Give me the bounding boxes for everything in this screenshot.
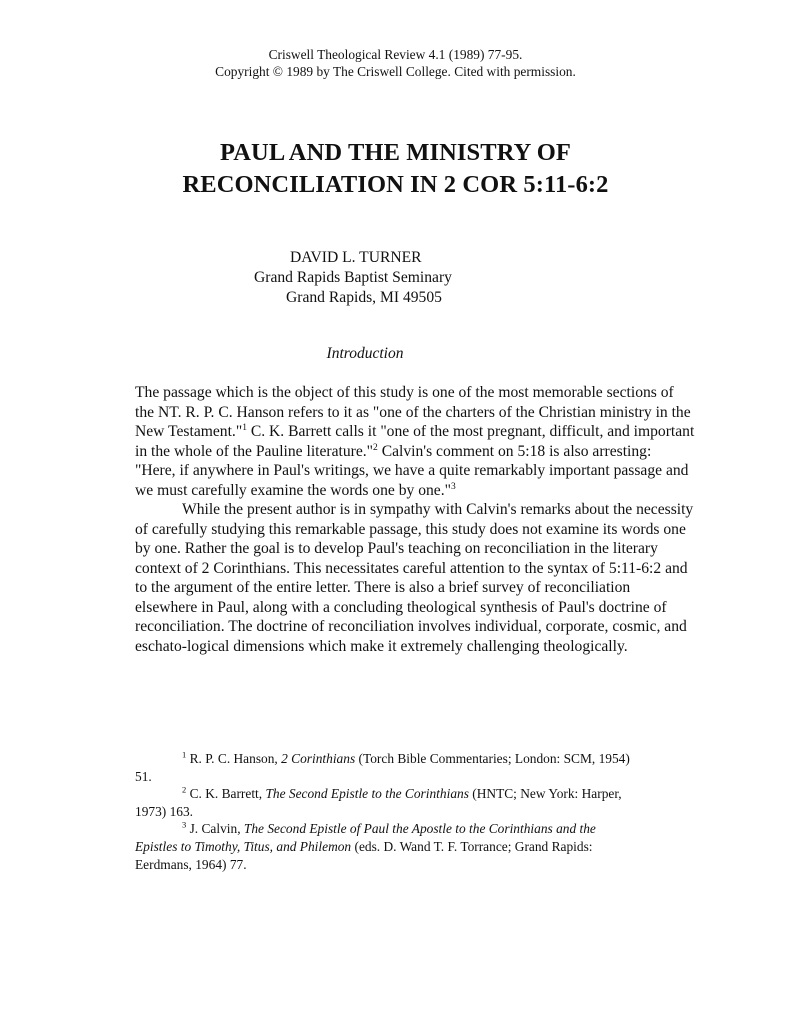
footnote-work-title: The Second Epistle to the Corinthians	[265, 786, 469, 802]
footnotes	[135, 750, 630, 873]
footnote-text: (HNTC; New York: Harper, 1973) 163.	[135, 786, 622, 819]
journal-citation: Criswell Theological Review 4.1 (1989) 77-95.	[268, 47, 523, 62]
footnote-text: C. K. Barrett,	[186, 786, 266, 802]
footnote-ref-3: 3	[450, 481, 456, 492]
footnote-text: (eds. D. Wand T. F. Torrance; Grand Rapids: Eerdmans, 1964) 77.	[135, 838, 593, 872]
paragraph-1-part-a: The passage which is the object of this study is one of the most memorable sections of the NT. R. P. C. Hanson refers to it as "one of the charters of the Christian ministry in the New Testament."	[135, 384, 691, 440]
author-institution: Grand Rapids Baptist Seminary	[254, 269, 452, 286]
author-name: DAVID L. TURNER	[290, 249, 422, 266]
footnote-number: 3	[182, 819, 187, 830]
footnote-text: (Torch Bible Commentaries; London: SCM, 1954) 51.	[135, 751, 630, 784]
article-title	[0, 137, 791, 201]
paragraph-1-part-b: C. K. Barrett calls it "one of the most pregnant, difficult, and important in the whole of the Pauline literature."	[135, 423, 695, 460]
footnote-1	[135, 750, 630, 785]
footnote-work-title: 2 Corinthians	[281, 751, 356, 766]
footnote-2	[135, 785, 630, 820]
footnote-3	[135, 820, 630, 873]
footnote-text: R. P. C. Hanson,	[186, 751, 282, 766]
footnote-number: 1	[182, 749, 187, 760]
journal-header	[0, 46, 791, 80]
copyright-notice: Copyright © 1989 by The Criswell College. Cited with permission.	[215, 64, 576, 79]
footnote-text: J. Calvin,	[186, 821, 244, 837]
section-heading: Introduction	[326, 345, 404, 362]
paragraph-1-part-c: Calvin's comment on 5:18 is also arresting: "Here, if anywhere in Paul's writings, we have a quite remarkably important passage and we must carefully examine the words one by one."	[135, 442, 689, 499]
body-text	[135, 383, 695, 656]
paragraph-1	[135, 383, 695, 500]
footnote-ref-2: 2	[373, 442, 378, 453]
footnote-number: 2	[182, 784, 187, 795]
footnote-work-title: The Second Epistle of Paul the Apostle to the Corinthians and the Epistles to Timothy, Titus, and Philemon	[135, 821, 596, 854]
paragraph-2: While the present author is in sympathy with Calvin's remarks about the necessity of carefully studying this remarkable passage, this study does not examine its words one by one. Rather the goal is to develop Paul's teaching on reconciliation in the literary context of 2 Corinthians. This necessitates careful attention to the syntax of 5:11-6:2 and to the argument of the entire letter. There is also a brief survey of reconciliation elsewhere in Paul, along with a concluding theological synthesis of Paul's doctrine of reconciliation. The doctrine of reconciliation involves individual, corporate, cosmic, and eschato-logical dimensions which make it extremely challenging theologically.	[135, 501, 694, 655]
author-location: Grand Rapids, MI 49505	[286, 289, 442, 306]
title-line-2: RECONCILIATION IN 2 COR 5:11-6:2	[182, 171, 609, 198]
footnote-ref-1: 1	[242, 422, 247, 433]
title-line-1: PAUL AND THE MINISTRY OF	[220, 139, 571, 166]
